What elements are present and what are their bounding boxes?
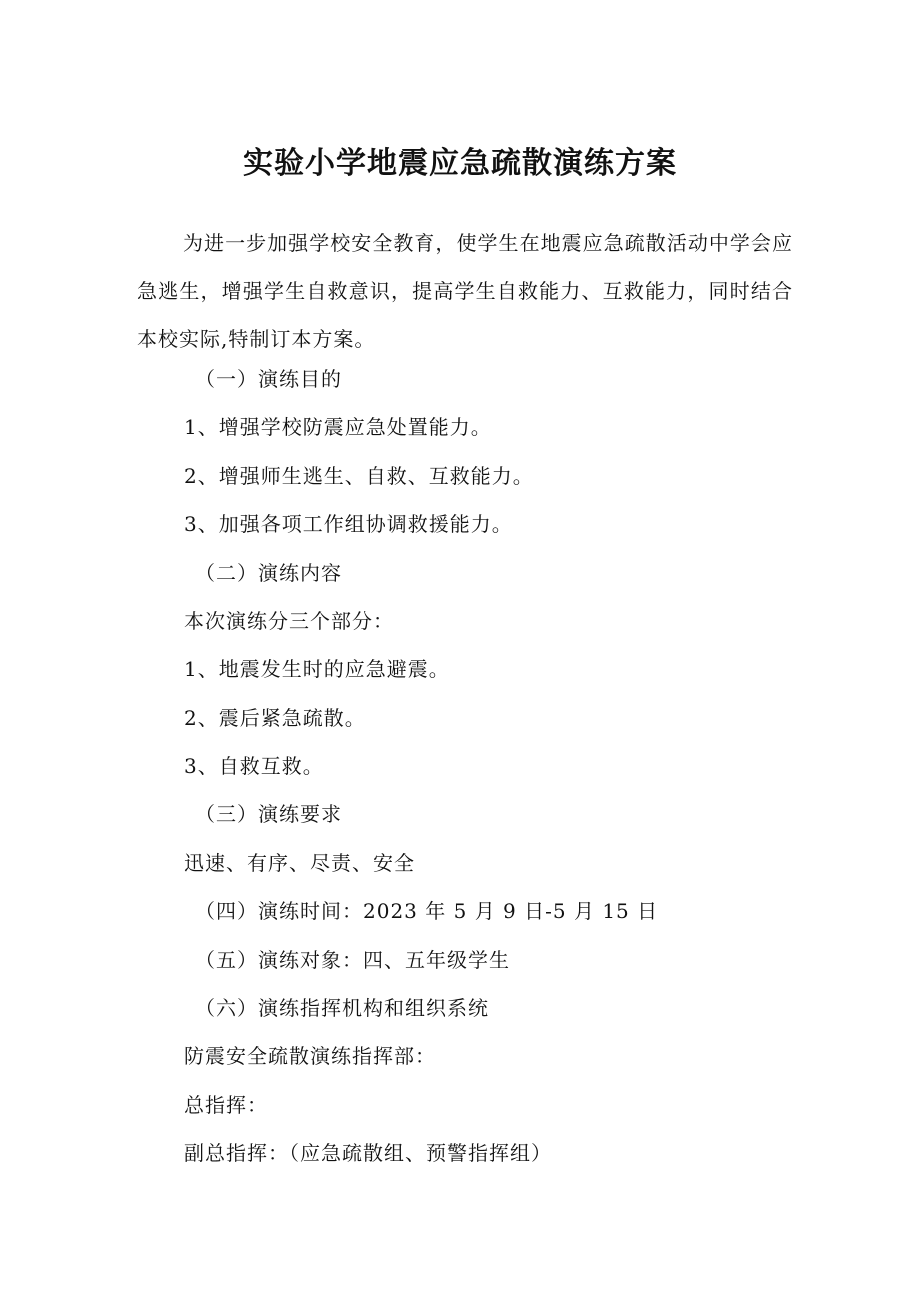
list-item: 2、震后紧急疏散。: [184, 706, 366, 730]
list-item: 3、自救互救。: [184, 754, 324, 778]
section-heading-purpose: （一）演练目的: [195, 367, 342, 391]
list-item: 3、加强各项工作组协调救援能力。: [184, 512, 513, 536]
list-item: 1、地震发生时的应急避震。: [184, 657, 450, 681]
section-heading-organization: （六）演练指挥机构和组织系统: [195, 996, 489, 1020]
document-title: 实验小学地震应急疏散演练方案: [243, 146, 677, 181]
paragraph-line: 副总指挥：（应急疏散组、预警指挥组）: [184, 1141, 552, 1165]
paragraph-line: 防震安全疏散演练指挥部：: [184, 1044, 436, 1068]
section-heading-requirements: （三）演练要求: [195, 802, 342, 826]
section-heading-time: （四）演练时间：2023 年 5 月 9 日-5 月 15 日: [195, 899, 659, 923]
list-item: 2、增强师生逃生、自救、互救能力。: [184, 464, 534, 488]
intro-paragraph: 为进一步加强学校安全教育，使学生在地震应急疏散活动中学会应急逃生，增强学生自救意识，提高学生自救能力、互救能力，同时结合本校实际,特制订本方案。: [137, 231, 793, 351]
section-heading-audience: （五）演练对象：四、五年级学生: [195, 948, 510, 972]
list-item: 1、增强学校防震应急处置能力。: [184, 415, 492, 439]
paragraph-line: 迅速、有序、尽责、安全: [184, 851, 415, 875]
paragraph-line: 本次演练分三个部分：: [184, 609, 394, 633]
section-heading-content: （二）演练内容: [195, 561, 342, 585]
paragraph-line: 总指挥：: [184, 1093, 268, 1117]
